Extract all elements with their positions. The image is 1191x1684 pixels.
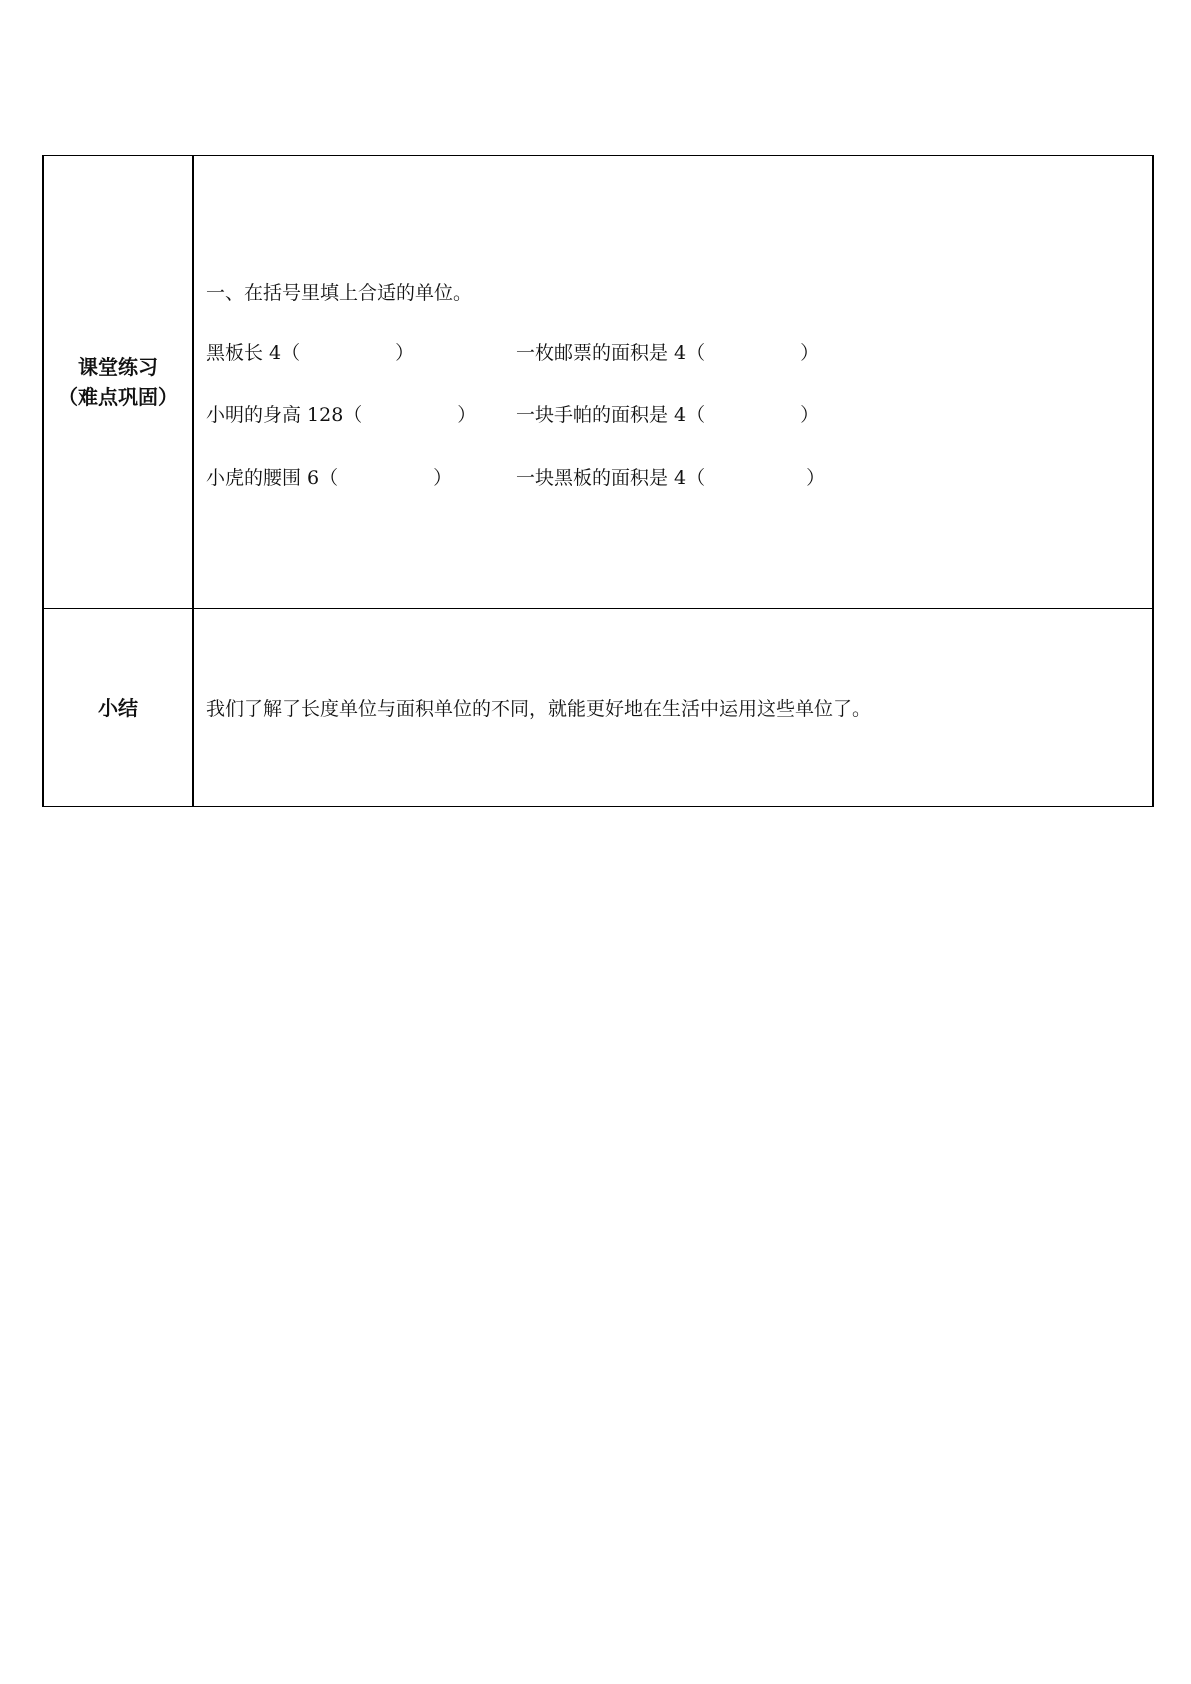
summary-label-cell bbox=[43, 609, 193, 807]
lesson-table bbox=[42, 155, 1154, 807]
exercise-label-subtitle: （难点巩固） bbox=[58, 385, 178, 409]
exercise-label-cell bbox=[43, 156, 193, 609]
exercise-item-left-2: 小明的身高 128（ ） bbox=[206, 404, 477, 426]
exercise-item-left-1: 黑板长 4（ ） bbox=[206, 342, 415, 364]
exercise-row bbox=[43, 156, 1153, 609]
summary-label: 小结 bbox=[98, 695, 138, 720]
summary-text: 我们了解了长度单位与面积单位的不同，就能更好地在生活中运用这些单位了。 bbox=[206, 698, 872, 720]
exercise-item-right-3: 一块黑板的面积是 4（ ） bbox=[516, 467, 826, 489]
exercise-item-right-2: 一块手帕的面积是 4（ ） bbox=[516, 404, 820, 426]
summary-row bbox=[43, 609, 1153, 807]
summary-content-cell bbox=[193, 609, 1153, 807]
exercise-heading: 一、在括号里填上合适的单位。 bbox=[206, 282, 473, 304]
exercise-item-left-3: 小虎的腰围 6（ ） bbox=[206, 467, 453, 489]
exercise-content-cell bbox=[193, 156, 1153, 609]
exercise-item-right-1: 一枚邮票的面积是 4（ ） bbox=[516, 342, 820, 364]
exercise-label-title: 课堂练习 bbox=[78, 355, 158, 379]
